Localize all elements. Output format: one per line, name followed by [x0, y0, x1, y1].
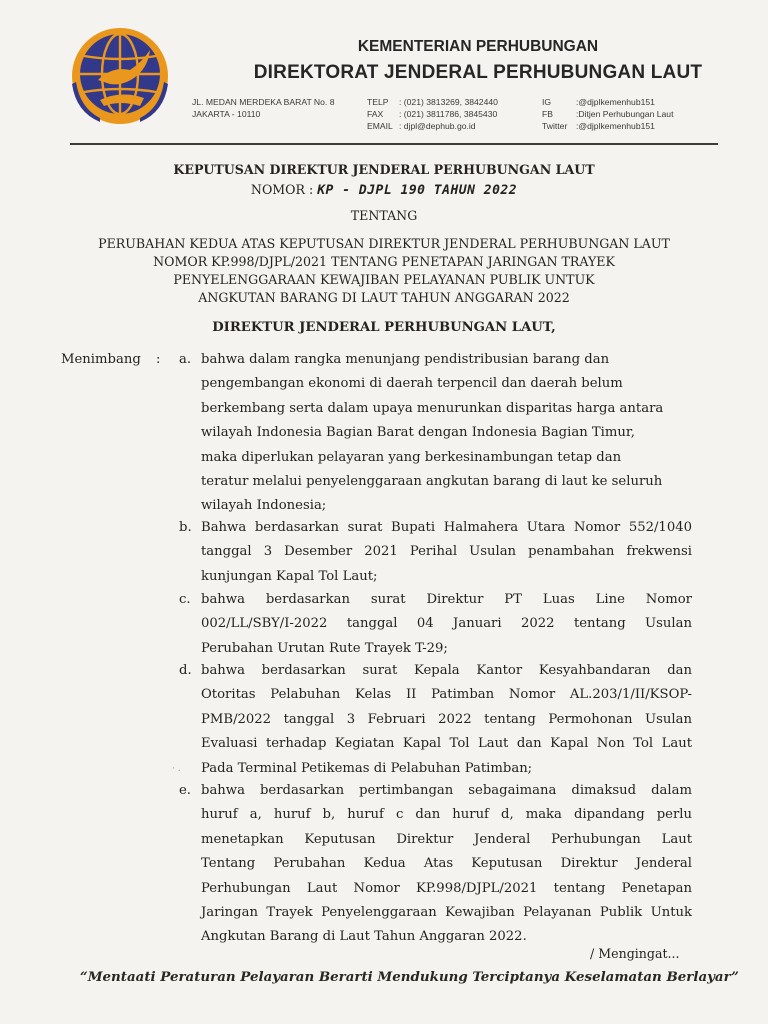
header-divider: [70, 143, 718, 145]
twitter-label: Twitter: [542, 121, 568, 131]
item-letter: b.: [179, 520, 192, 535]
text-line: tanggal 3 Desember 2021 Perihal Usulan penambahan frekwensi: [201, 544, 692, 560]
telp-value: : (021) 3813269, 3842440: [399, 97, 498, 107]
footer-motto: “Mentaati Peraturan Pelayaran Berarti Mendukung Terciptanya Keselamatan Berlayar”: [80, 969, 739, 985]
text-line: Bahwa berdasarkan surat Bupati Halmahera Utara Nomor 552/1040: [201, 520, 692, 535]
text-line: wilayah Indonesia;: [201, 498, 327, 514]
consideration-c: [201, 588, 692, 661]
consideration-b: [201, 516, 692, 589]
ig-value: :@djplkemenhub151: [576, 97, 655, 107]
text-line: 002/LL/SBY/I-2022 tanggal 04 Januari 2022 tentang Usulan: [201, 616, 692, 632]
decree-number: [0, 182, 768, 198]
text-line: berkembang serta dalam upaya menurunkan disparitas harga antara: [201, 400, 664, 416]
menimbang-label: Menimbang: [61, 352, 141, 367]
text-line: bahwa dalam rangka menunjang pendistribusian barang dan: [201, 352, 610, 367]
ig-label: IG: [542, 97, 552, 107]
consideration-e: [201, 779, 692, 950]
text-line: pengembangan ekonomi di daerah terpencil dan daerah belum: [201, 376, 623, 392]
text-line: bahwa berdasarkan surat Kepala Kantor Kesyahbandaran dan: [201, 663, 692, 678]
ministry-logo: [70, 26, 170, 126]
twitter-value: :@djplkemenhub151: [576, 121, 655, 131]
decree-title-line: NOMOR KP.998/DJPL/2021 TENTANG PENETAPAN JARINGAN TRAYEK: [153, 254, 615, 269]
text-line: menetapkan Keputusan Direktur Jenderal Perhubungan Laut: [201, 831, 692, 847]
text-line: bahwa berdasarkan pertimbangan sebagaimana dimaksud dalam: [201, 783, 692, 798]
tentang-label: TENTANG: [350, 208, 418, 223]
text-line: Perubahan Urutan Rute Trayek T-29;: [201, 640, 448, 656]
text-line: teratur melalui penyelenggaraan angkutan barang di laut ke seluruh: [201, 474, 663, 490]
fax-value: : (021) 3811786, 3845430: [399, 109, 498, 119]
ministry-name: KEMENTERIAN PERHUBUNGAN: [357, 38, 599, 55]
scan-speck: · .: [172, 764, 181, 774]
directorate-name: DIREKTORAT JENDERAL PERHUBUNGAN LAUT: [253, 62, 703, 83]
text-line: Evaluasi terhadap Kegiatan Kapal Tol Laut dan Kapal Non Tol Laut: [201, 736, 692, 752]
consideration-a: [201, 348, 692, 519]
address-line-2: JAKARTA - 10110: [192, 109, 261, 119]
text-line: PMB/2022 tanggal 3 Februari 2022 tentang Permohonan Usulan: [201, 711, 692, 727]
text-line: Jaringan Trayek Penyelenggaraan Kewajiban Pelayanan Publik Untuk: [201, 905, 692, 921]
text-line: Perhubungan Laut Nomor KP.998/DJPL/2021 tentang Penetapan: [201, 880, 692, 896]
decree-title-line: ANGKUTAN BARANG DI LAUT TAHUN ANGGARAN 2022: [198, 290, 570, 305]
text-line: huruf a, huruf b, huruf c dan huruf d, maka dipandang perlu: [201, 807, 692, 823]
nomor-label: NOMOR :: [250, 182, 314, 197]
nomor-value: KP - DJPL 190 TAHUN 2022: [317, 183, 518, 198]
text-line: bahwa berdasarkan surat Direktur PT Luas Line Nomor: [201, 592, 692, 607]
decree-title-line: PERUBAHAN KEDUA ATAS KEPUTUSAN DIREKTUR JENDERAL PERHUBUNGAN LAUT: [98, 236, 670, 251]
fb-value: :Ditjen Perhubungan Laut: [576, 109, 674, 119]
text-line: Angkutan Barang di Laut Tahun Anggaran 2022.: [201, 929, 527, 945]
fax-label: FAX: [367, 109, 384, 119]
email-value: : djpl@dephub.go.id: [399, 121, 476, 131]
issuer-heading: DIREKTUR JENDERAL PERHUBUNGAN LAUT,: [212, 320, 556, 335]
text-line: Pada Terminal Petikemas di Pelabuhan Patimban;: [201, 760, 533, 776]
item-letter: e.: [179, 783, 191, 798]
email-label: EMAIL: [367, 121, 393, 131]
text-line: wilayah Indonesia Bagian Barat dengan Indonesia Bagian Timur,: [201, 425, 635, 441]
continuation-note: / Mengingat...: [590, 946, 680, 961]
text-line: Otoritas Pelabuhan Kelas II Patimban Nomor AL.203/1/II/KSOP-: [201, 687, 692, 703]
consideration-d: [201, 659, 692, 781]
telp-label: TELP: [367, 97, 389, 107]
menimbang-colon: :: [156, 352, 161, 367]
item-letter: d.: [179, 663, 192, 678]
fb-label: FB: [542, 109, 553, 119]
text-line: maka diperlukan pelayaran yang berkesinambungan tetap dan: [201, 449, 622, 465]
address-line-1: JL. MEDAN MERDEKA BARAT No. 8: [192, 97, 335, 107]
decree-title-line: PENYELENGGARAAN KEWAJIBAN PELAYANAN PUBLIK UNTUK: [173, 272, 595, 287]
text-line: kunjungan Kapal Tol Laut;: [201, 568, 378, 584]
text-line: Tentang Perubahan Kedua Atas Keputusan Direktur Jenderal: [201, 856, 692, 872]
item-letter: a.: [179, 352, 192, 367]
decree-heading: KEPUTUSAN DIREKTUR JENDERAL PERHUBUNGAN LAUT: [173, 162, 595, 177]
item-letter: c.: [179, 592, 191, 607]
